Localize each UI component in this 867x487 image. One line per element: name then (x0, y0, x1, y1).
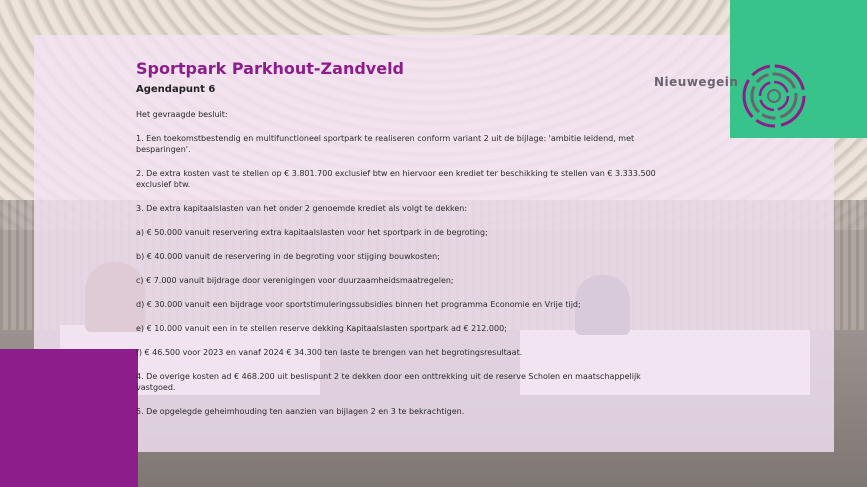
decision-item-1: 1. Een toekomstbestendig en multifunctioneel sportpark te realiseren conform variant 2 uit de bijlage: 'ambitie leidend, met besparingen'. (136, 134, 635, 154)
decision-item-3c: c) € 7.000 vanuit bijdrage door verenigingen voor duurzaamheidsmaatregelen; (136, 276, 454, 285)
slide-title: Sportpark Parkhout-Zandveld (136, 59, 405, 78)
agenda-item-label: Agendapunt 6 (136, 84, 216, 95)
decision-item-5: 5. De opgelegde geheimhouding ten aanzien van bijlagen 2 en 3 te bekrachtigen. (136, 407, 465, 416)
decision-item-3b: b) € 40.000 vanuit de reservering in de begroting voor stijging bouwkosten; (136, 252, 440, 261)
decision-text (136, 109, 666, 430)
agenda-slide (34, 35, 834, 452)
decision-item-3d: d) € 30.000 vanuit een bijdrage voor sportstimuleringssubsidies binnen het programma Economie en Vrije tijd; (136, 300, 581, 309)
decision-item-3: 3. De extra kapitaalslasten van het onder 2 genoemde krediet als volgt te dekken: (136, 204, 468, 213)
decision-item-2: 2. De extra kosten vast te stellen op € 3.801.700 exclusief btw en hiervoor een krediet ter beschikking te stellen van € 3.333.500 exclusief btw. (136, 169, 656, 189)
decision-item-3f: f) € 46.500 voor 2023 en vanaf 2024 € 34.300 ten laste te brengen van het begrotingsresultaat. (136, 348, 523, 357)
nieuwegein-logo-icon (739, 61, 809, 131)
decision-item-3e: e) € 10.000 vanuit een in te stellen reserve dekking Kapitaalslasten sportpark ad € 212.000; (136, 324, 507, 333)
logo-text: Nieuwegein (654, 75, 739, 89)
decision-intro: Het gevraagde besluit: (136, 110, 228, 119)
decision-item-3a: a) € 50.000 vanuit reservering extra kapitaalslasten voor het sportpark in de begroting; (136, 228, 488, 237)
decision-item-4: 4. De overige kosten ad € 468.200 uit beslispunt 2 te dekken door een onttrekking uit de reserve Scholen en maatschappelijk vastgoed. (136, 372, 641, 392)
